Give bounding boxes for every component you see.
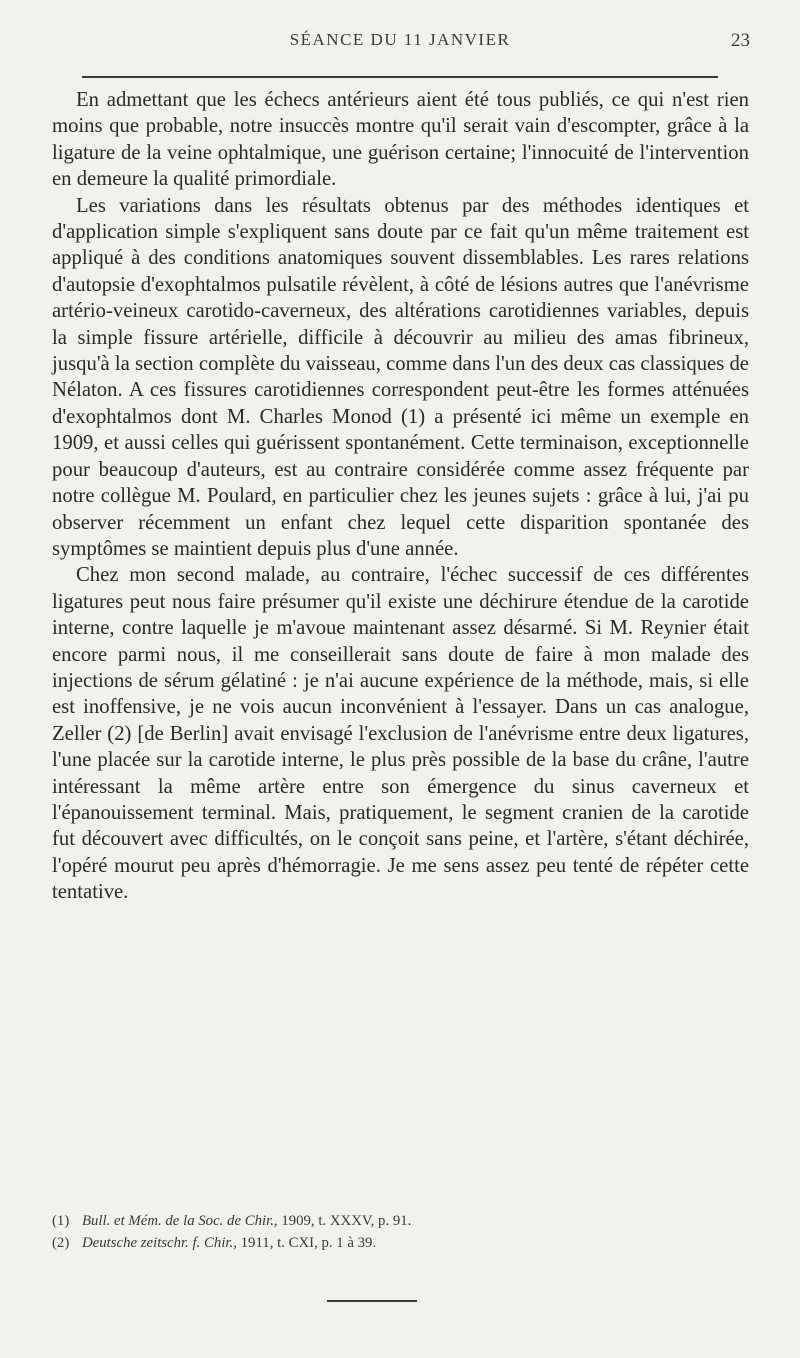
header-rule xyxy=(82,76,718,78)
running-title: SÉANCE DU 11 JANVIER xyxy=(289,30,511,49)
footnote xyxy=(52,1210,749,1232)
footnotes xyxy=(52,1210,749,1254)
paragraph: En admettant que les échecs antérieurs aient été tous publiés, ce qui n'est rien moins que probable, notre insuccès montre qu'il serait vain d'escompter, grâce à la ligature de la veine ophtalmique, une guérison certaine; l'innocuité de l'intervention en demeure la qualité primordiale. xyxy=(52,89,749,191)
body-text xyxy=(52,87,749,906)
footnote-number: (2) xyxy=(52,1235,70,1251)
paragraph: Les variations dans les résultats obtenus par des méthodes identiques et d'application simple s'expliquent sans doute par ce fait qu'un même traitement est appliqué à des conditions anatomiques souvent dissemblables. Les rares relations d'autopsie d'exophtalmos pulsatile révèlent, à côté de lésions autres que l'anévrisme artério-veineux carotido-caverneux, des altérations carotidiennes variables, depuis la simple fissure artérielle, difficile à découvrir au milieu des amas fibrineux, jusqu'à la section complète du vaisseau, comme dans l'un des deux cas classiques de Nélaton. A ces fissures carotidiennes correspondent peut-être les formes atténuées d'exophtalmos dont M. Charles Monod (1) a présenté ici même un exemple en 1909, et aussi celles qui guérissent spontanément. Cette terminaison, exceptionnelle pour beaucoup d'auteurs, est au contraire considérée comme assez fréquente par notre collègue M. Poulard, en particulier chez les jeunes sujets : grâce à lui, j'ai pu observer récemment un enfant chez lequel cette disparition spontanée des symptômes se maintient depuis plus d'une année. xyxy=(52,194,749,560)
footnote-title: Bull. et Mém. de la Soc. de Chir., xyxy=(82,1213,278,1229)
page-header xyxy=(50,30,750,60)
footnote-reference: 1909, t. XXXV, p. 91. xyxy=(277,1213,412,1229)
footnote xyxy=(52,1232,749,1254)
page-number: 23 xyxy=(731,30,750,51)
footnote-number: (1) xyxy=(52,1213,70,1229)
footnote-title: Deutsche zeitschr. f. Chir., xyxy=(82,1235,237,1251)
footnote-reference: 1911, t. CXI, p. 1 à 39. xyxy=(236,1235,377,1251)
end-rule xyxy=(327,1300,417,1302)
paragraph: Chez mon second malade, au contraire, l'échec successif de ces différentes ligatures peut nous faire présumer qu'il existe une déchirure étendue de la carotide interne, contre laquelle je m'avoue maintenant assez désarmé. Si M. Reynier était encore parmi nous, il me conseillerait sans doute de faire à mon malade des injections de sérum gélatiné : je n'ai aucune expérience de la méthode, mais, si elle est inoffensive, je ne vois aucun inconvénient à l'essayer. Dans un cas analogue, Zeller (2) [de Berlin] avait envisagé l'exclusion de l'anévrisme entre deux ligatures, l'une placée sur la carotide interne, le plus près possible de la base du crâne, l'autre intéressant la même artère entre son émergence du sinus caverneux et l'épanouissement terminal. Mais, pratiquement, le segment cranien de la carotide fut découvert avec difficultés, on le conçoit sans peine, et l'artère, s'étant déchirée, l'opéré mourut peu après d'hémorragie. Je me sens assez peu tenté de répéter cette tentative. xyxy=(52,564,749,904)
